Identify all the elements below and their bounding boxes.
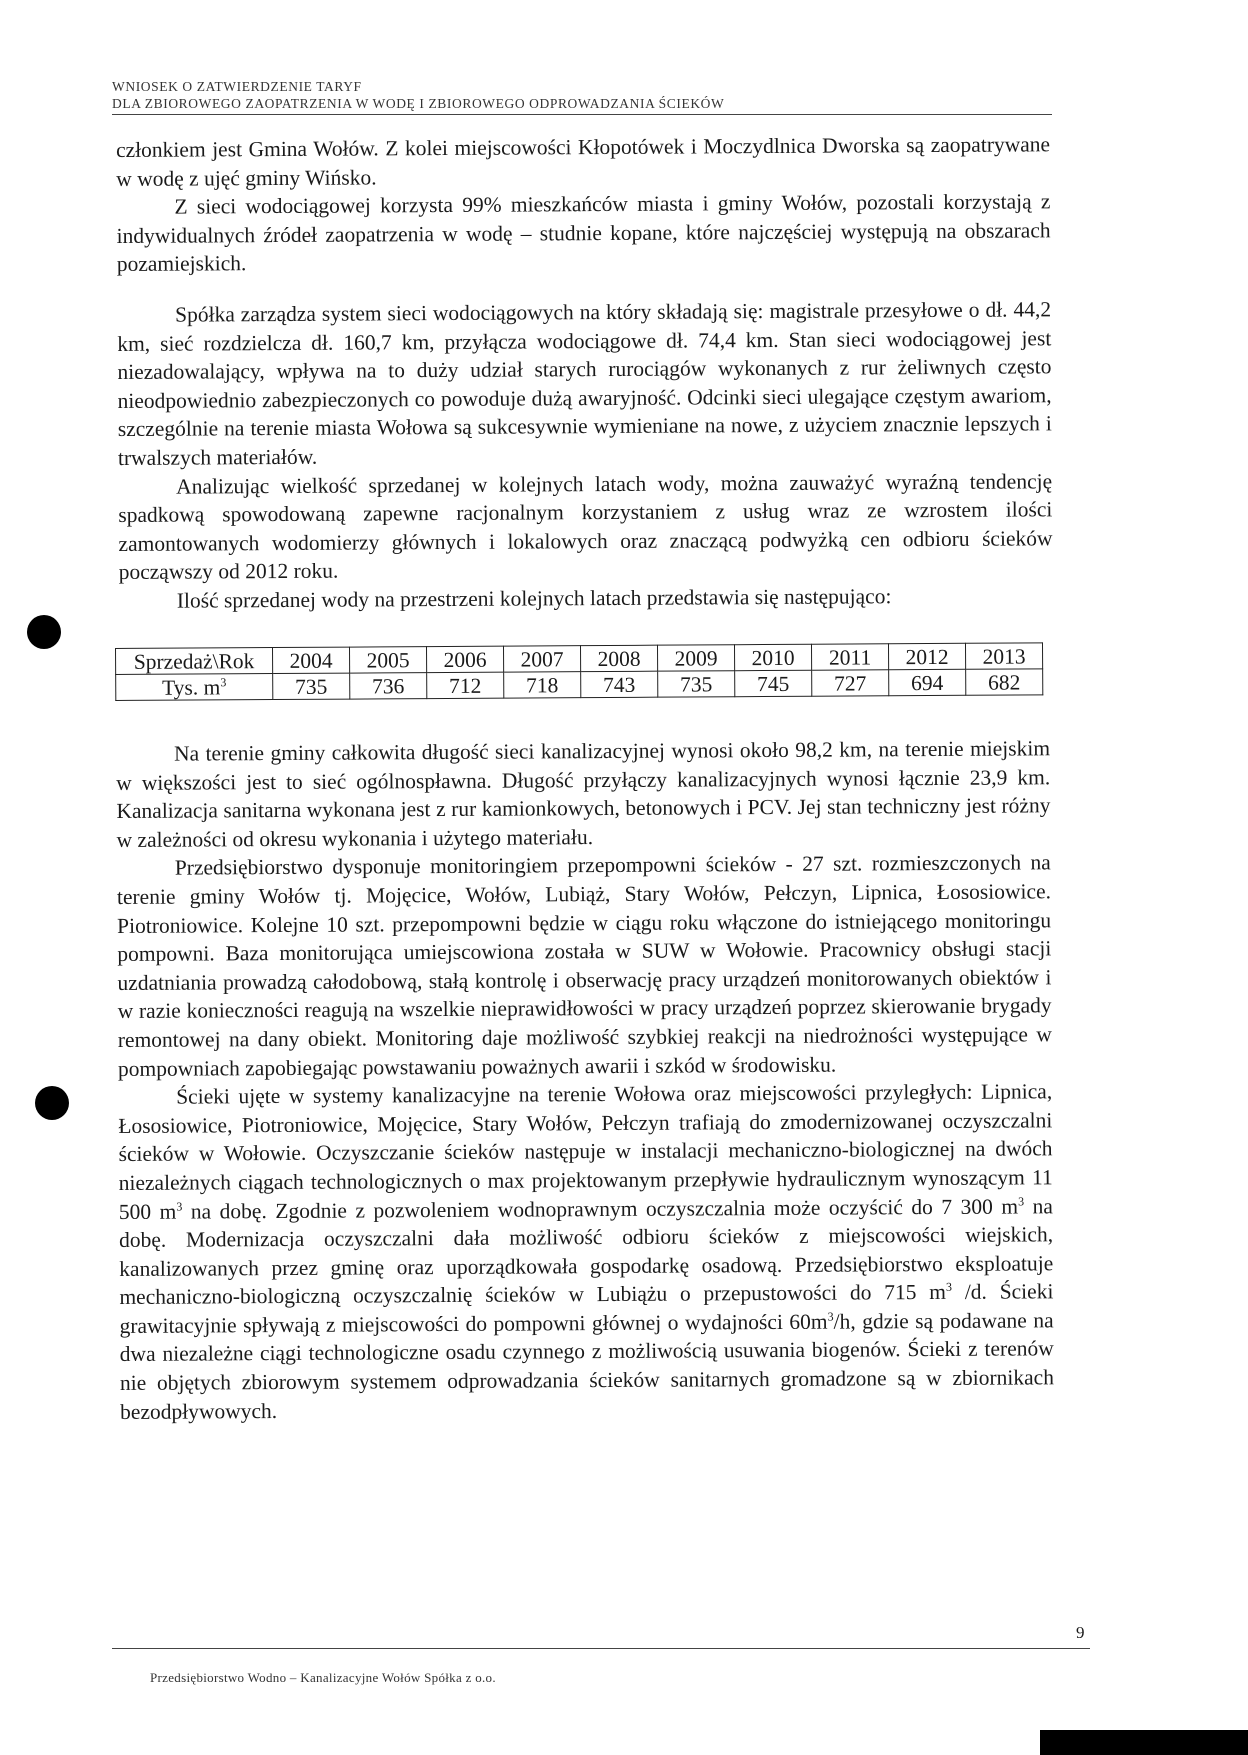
paragraph-table-intro: Ilość sprzedanej wody na przestrzeni kolejnych latach przedstawia się następująco: [176,584,892,613]
table-cell-value: 727 [812,670,889,696]
table-row-values [116,669,1043,701]
table-cell-value: 712 [427,672,504,698]
header-line-1: WNIOSEK O ZATWIERDZENIE TARYF [112,79,362,94]
document-footer: Przedsiębiorstwo Wodno – Kanalizacyjne Wołów Spółka z o.o. [150,1670,496,1685]
paragraph-water-users: Z sieci wodociągowej korzysta 99% mieszkańców miasta i gminy Wołów, pozostali korzystają z indywidualnych źródeł zaopatrzenia w wodę – studnie kopane, które najczęściej występują na obszarach pozamiejskich. [116,189,1051,277]
water-sales-table [115,642,1043,701]
scan-edge-shadow [1040,1730,1248,1755]
paragraph-monitoring: Przedsiębiorstwo dysponuje monitoringiem przepompowni ścieków - 27 szt. rozmieszczonych na terenie gminy Wołów tj. Mojęcice, Wołów, Lubiąż, Stary Wołów, Pełczyn, Lipnica, Łososiowice. Piotroniowice. Kolejne 10 szt. przepompowni będzie w ciągu roku włączone do istniejącego monitoringu pompowni. Baza monitorująca umiejscowiona została w SUW w Wołowie. Pracownicy obsługi stacji uzdatniania prowadzą całodobową, stałą kontrolę i obserwację pracy urządzeń monitorowanych obiektów i w razie konieczności reagują na wszelkie nieprawidłowości w pracy urządzeń poprzez skierowanie brygady remontowej na dany obiekt. Monitoring daje możliwość szybkiej reakcji na niedrożności występujące w pompowniach zapobiegając powstawaniu poważnych awarii i szkód w środowisku. [116,850,1052,1081]
paragraph-treatment: Ścieki ujęte w systemy kanalizacyjne na terenie Wołowa oraz miejscowości przyległych: Lipnica, Łososiowice, Piotroniowice, Mojęcice, Stary Wołów, Pełczyn trafiają do zmodernizowanej oczyszczalni ścieków w Wołowie. Oczyszczanie ścieków następuje w instalacji mechaniczno-biologicznej na dwóch niezależnych ciągach technologicznych o max projektowanym przepływie hydraulicznym wynoszącym 11 500 $m^3$ na dobę. Zgodnie z pozwoleniem wodnoprawnym oczyszczalnia może oczyścić do 7 300 $m^3$ na dobę. Modernizacja oczyszczalni dała możliwość odbioru ścieków z miejscowości wiejskich, kanalizowanych przez gminę oraz uporządkowała gospodarkę osadową. Przedsiębiorstwo eksploatuje mechaniczno-biologiczną oczyszczalnię ścieków w Lubiążu o przepustowości do 715 $m^3$ /d. Ścieki grawitacyjnie spływają z miejscowości do pompowni głównej o wydajności $60m^3/h$, gdzie są podawane na dwa niezależne ciągi technologiczne osadu czynnego z możliwością usuwania biogenów. Ścieki z terenów nie objętych zbiorowym systemem odprowadzania ścieków sanitarnych gromadzone są w zbiornikach bezodpływowych. [118,1079,1054,1424]
table-cell-year: 2011 [811,644,888,670]
header-rule [112,114,1052,115]
page-number: 9 [1076,1623,1085,1642]
document-header [112,78,1052,112]
paragraph-continuation: członkiem jest Gmina Wołów. Z kolei miejscowości Kłopotówek i Moczydlnica Dworska są zaopatrywane w wodę z ujęć gminy Wińsko. [116,132,1051,191]
table-row-header: Sprzedaż\Rok [116,648,273,675]
table-cell-year: 2013 [965,643,1042,669]
punch-hole-icon [35,1086,69,1120]
paragraph-sewer-network: Na terenie gminy całkowita długość sieci kanalizacyjnej wynosi około 98,2 km, na terenie miejskim w większości jest to sieć ogólnospławna. Długość przyłączy kanalizacyjnych wynosi łącznie 23,9 km. Kanalizacja sanitarna wykonana jest z rur kamionkowych, betonowych i PCV. Jej stan techniczny jest różny w zależności od okresu wykonania i użytego materiału. [116,736,1051,852]
table-cell-year: 2008 [580,645,657,671]
table-cell-value: 735 [273,673,350,699]
punch-hole-icon [27,615,61,649]
table-cell-year: 2007 [503,646,580,672]
table-cell-value: 694 [889,669,966,695]
table-cell-year: 2009 [657,645,734,671]
table-cell-year: 2005 [349,647,426,673]
header-line-2: DLA ZBIOROWEGO ZAOPATRZENIA W WODĘ I ZBIOROWEGO ODPROWADZANIA ŚCIEKÓW [112,96,725,111]
body-text-top [116,130,1053,615]
table-unit-label: Tys. $m^3$ [116,674,273,701]
paragraph-network: Spółka zarządza system sieci wodociągowych na który składają się: magistrale przesyłowe o dł. 44,2 km, sieć rozdzielcza dł. 160,7 km, przyłącza wodociągowe dł. 74,4 km. Stan sieci wodociągowej jest niezadowalający, wpływa na to duży udział starych rurociągów wykonanych z rur żeliwnych często nieodpowiednio zabezpieczonych co powoduje dużą awaryjność. Odcinki sieci ulegające częstym awariom, szczególnie na terenie miasta Wołowa są sukcesywnie wymieniane na nowe, z użyciem znacznie lepszych i trwalszych materiałów. [117,297,1052,470]
table-cell-value: 682 [966,669,1043,695]
body-text-bottom [116,734,1054,1426]
table-cell-value: 736 [350,673,427,699]
paragraph-sales-trend: Analizując wielkość sprzedanej w kolejnych latach wody, można zauważyć wyraźną tendencję spadkową spowodowaną zapewne racjonalnym korzystaniem z usług wraz ze wzrostem ilości zamontowanych wodomierzy głównych i lokalowych oraz znaczącą podwyżką cen odbioru ścieków począwszy od 2012 roku. [118,468,1053,585]
table-cell-year: 2012 [888,643,965,669]
table-cell-value: 718 [504,672,581,698]
footer-rule [112,1648,1090,1649]
table-cell-year: 2004 [273,647,350,673]
table-cell-value: 743 [581,671,658,697]
table-cell-value: 735 [658,671,735,697]
table-cell-value: 745 [735,670,812,696]
table-cell-year: 2010 [734,644,811,670]
table-cell-year: 2006 [426,646,503,672]
